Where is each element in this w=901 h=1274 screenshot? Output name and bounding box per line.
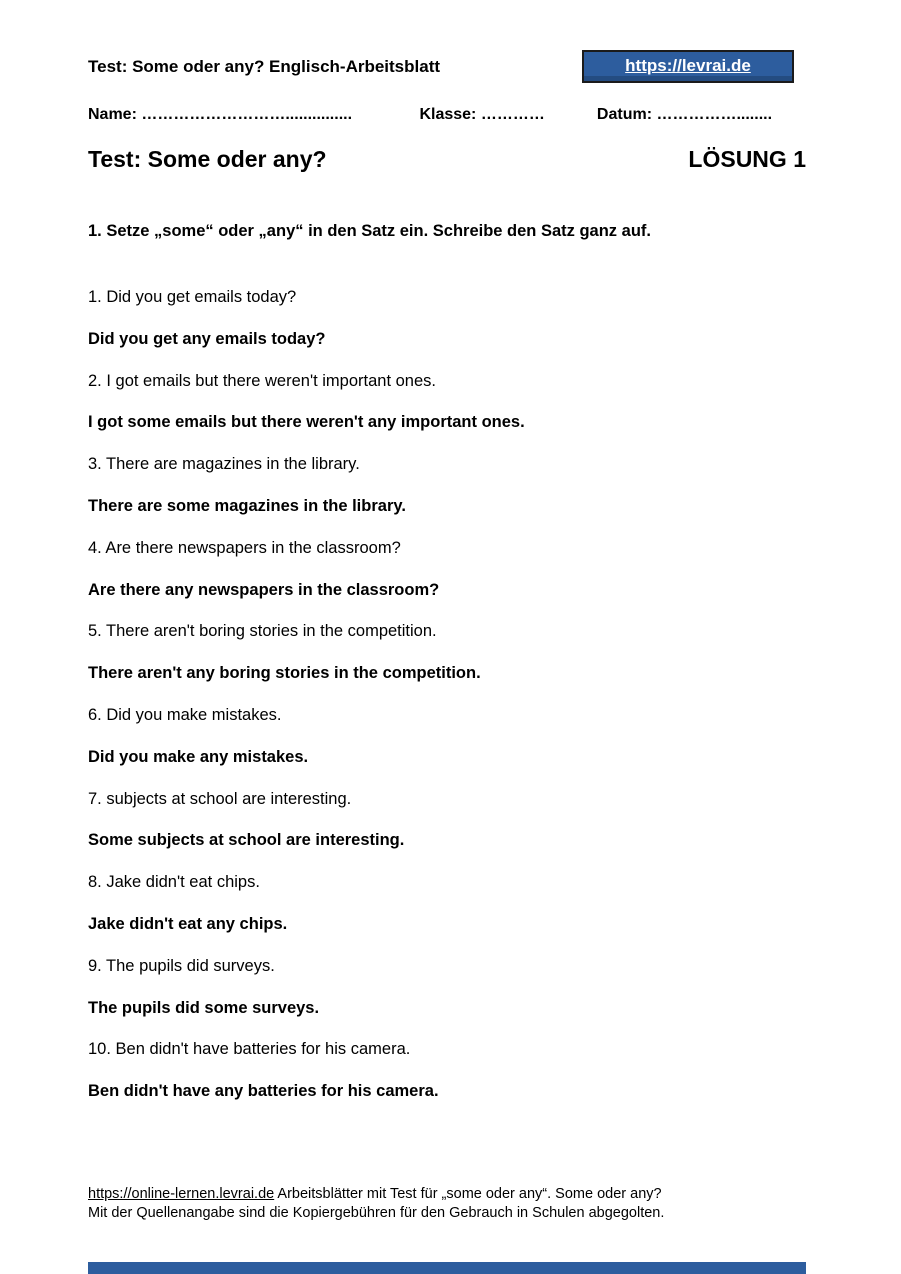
exercise-question: 3. There are magazines in the library.	[88, 455, 360, 474]
exercise-answer: I got some emails but there weren't any important ones.	[88, 413, 525, 432]
exercise-question: 7. subjects at school are interesting.	[88, 789, 352, 808]
exercise-list	[88, 287, 806, 1123]
exercise-answer: Jake didn't eat any chips.	[88, 914, 288, 933]
datum-field: Datum: ……………........	[596, 106, 773, 123]
exercise-answer: Are there any newspapers in the classroom?	[88, 580, 440, 599]
exercise-question: 10. Ben didn't have batteries for his camera.	[88, 1040, 411, 1059]
footer-link[interactable]: https://online-lernen.levrai.de	[88, 1186, 275, 1202]
footer-line2: Mit der Quellenangabe sind die Kopiergebühren für den Gebrauch in Schulen abgegolten.	[88, 1205, 665, 1221]
klasse-field: Klasse: …………	[419, 106, 545, 123]
exercise-answer: There are some magazines in the library.	[88, 496, 406, 515]
exercise-answer: Did you get any emails today?	[88, 329, 326, 348]
page-footer	[88, 1185, 806, 1223]
student-info-row	[88, 106, 806, 124]
name-field: Name: ………………………...............	[88, 106, 353, 123]
exercise-answer: There aren't any boring stories in the competition.	[88, 664, 481, 683]
title-row	[88, 146, 806, 173]
solution-label: LÖSUNG 1	[688, 146, 806, 172]
exercise-question: 6. Did you make mistakes.	[88, 705, 282, 724]
exercise-answer: Did you make any mistakes.	[88, 747, 309, 766]
exercise-question: 4. Are there newspapers in the classroom?	[88, 538, 401, 557]
exercise-answer: Ben didn't have any batteries for his camera.	[88, 1082, 439, 1101]
bottom-accent-bar	[88, 1262, 806, 1274]
exercise-question: 2. I got emails but there weren't important ones.	[88, 371, 436, 390]
page-title: Test: Some oder any?	[88, 146, 327, 172]
exercise-question: 8. Jake didn't eat chips.	[88, 873, 260, 892]
exercise-question: 9. The pupils did surveys.	[88, 956, 275, 975]
worksheet-page	[88, 0, 806, 1274]
worksheet-header-label: Test: Some oder any? Englisch-Arbeitsblatt	[88, 56, 441, 76]
exercise-answer: Some subjects at school are interesting.	[88, 831, 405, 850]
levrai-link-button[interactable]: https://levrai.de	[582, 50, 794, 83]
task-instruction: 1. Setze „some“ oder „any“ in den Satz ein. Schreibe den Satz ganz auf.	[88, 222, 651, 240]
exercise-answer: The pupils did some surveys.	[88, 998, 320, 1017]
exercise-question: 1. Did you get emails today?	[88, 288, 297, 306]
footer-line1	[88, 1185, 806, 1204]
footer-line1-text: Arbeitsblätter mit Test für „some oder any“. Some oder any?	[274, 1186, 662, 1202]
worksheet-header	[88, 50, 806, 83]
exercise-question: 5. There aren't boring stories in the competition.	[88, 622, 437, 641]
